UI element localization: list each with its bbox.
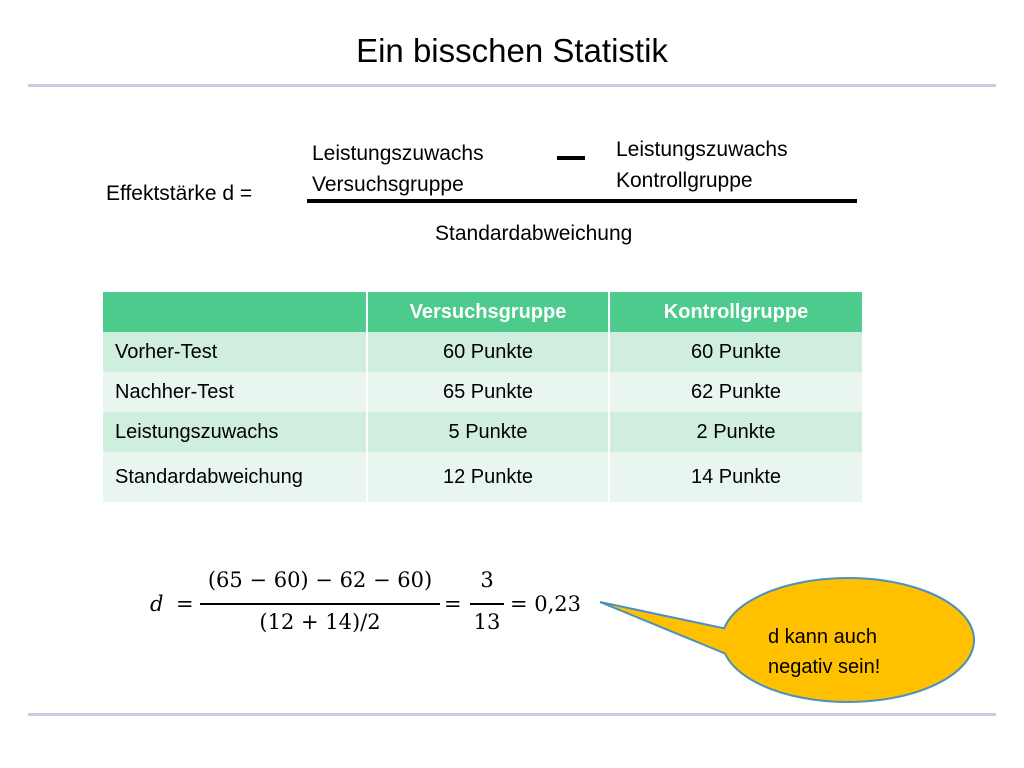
table-cell: 14 Punkte — [609, 452, 862, 502]
table-cell: Standardabweichung — [103, 452, 367, 502]
table-row — [103, 332, 862, 372]
top-divider — [28, 84, 996, 87]
fraction-line — [307, 199, 857, 203]
table-cell: 12 Punkte — [367, 452, 609, 502]
callout-line1: d kann auch — [768, 626, 877, 648]
table-cell: Leistungszuwachs — [103, 412, 367, 452]
formula-num-left-line2: Versuchsgruppe — [312, 173, 464, 196]
table-cell: 60 Punkte — [609, 332, 862, 372]
calc-d: d — [150, 592, 164, 616]
table-cell: 60 Punkte — [367, 332, 609, 372]
minus-sign — [557, 156, 585, 160]
calc-denominator: (12 + 14)/2 — [259, 610, 381, 634]
table-row — [103, 372, 862, 412]
table-row — [103, 412, 862, 452]
table-header-cell — [103, 292, 367, 332]
calc-result: = 0,23 — [510, 592, 582, 616]
bottom-divider — [28, 713, 996, 716]
formula-num-right-line2: Kontrollgruppe — [616, 169, 753, 192]
table-row — [103, 452, 862, 502]
table-cell: 2 Punkte — [609, 412, 862, 452]
results-table — [103, 292, 862, 502]
formula-denominator: Standardabweichung — [435, 222, 633, 245]
table-cell: Nachher-Test — [103, 372, 367, 412]
formula-num-left-line1: Leistungszuwachs — [312, 142, 484, 165]
table-cell: 62 Punkte — [609, 372, 862, 412]
table-cell: 5 Punkte — [367, 412, 609, 452]
table-header-row — [103, 292, 862, 332]
formula-numerator-left — [312, 138, 484, 200]
calc-frac-line — [470, 603, 504, 605]
calc-frac-denominator: 13 — [473, 610, 501, 634]
calc-equals-2: = — [444, 592, 462, 616]
calc-numerator: (65 − 60) − 62 − 60) — [207, 568, 433, 592]
formula-numerator-right — [616, 134, 788, 196]
calc-fraction-line — [200, 603, 440, 605]
calc-equals: = — [176, 592, 194, 616]
formula-num-right-line1: Leistungszuwachs — [616, 138, 788, 161]
slide-title: Ein bisschen Statistik — [356, 32, 668, 69]
formula-lhs: Effektstärke d = — [106, 182, 253, 205]
callout-line2: negativ sein! — [768, 656, 881, 678]
callout-text — [768, 622, 880, 682]
table-cell: Vorher-Test — [103, 332, 367, 372]
calc-frac-numerator: 3 — [480, 568, 494, 592]
table-header-cell: Kontrollgruppe — [609, 292, 862, 332]
table-header-cell: Versuchsgruppe — [367, 292, 609, 332]
table-cell: 65 Punkte — [367, 372, 609, 412]
